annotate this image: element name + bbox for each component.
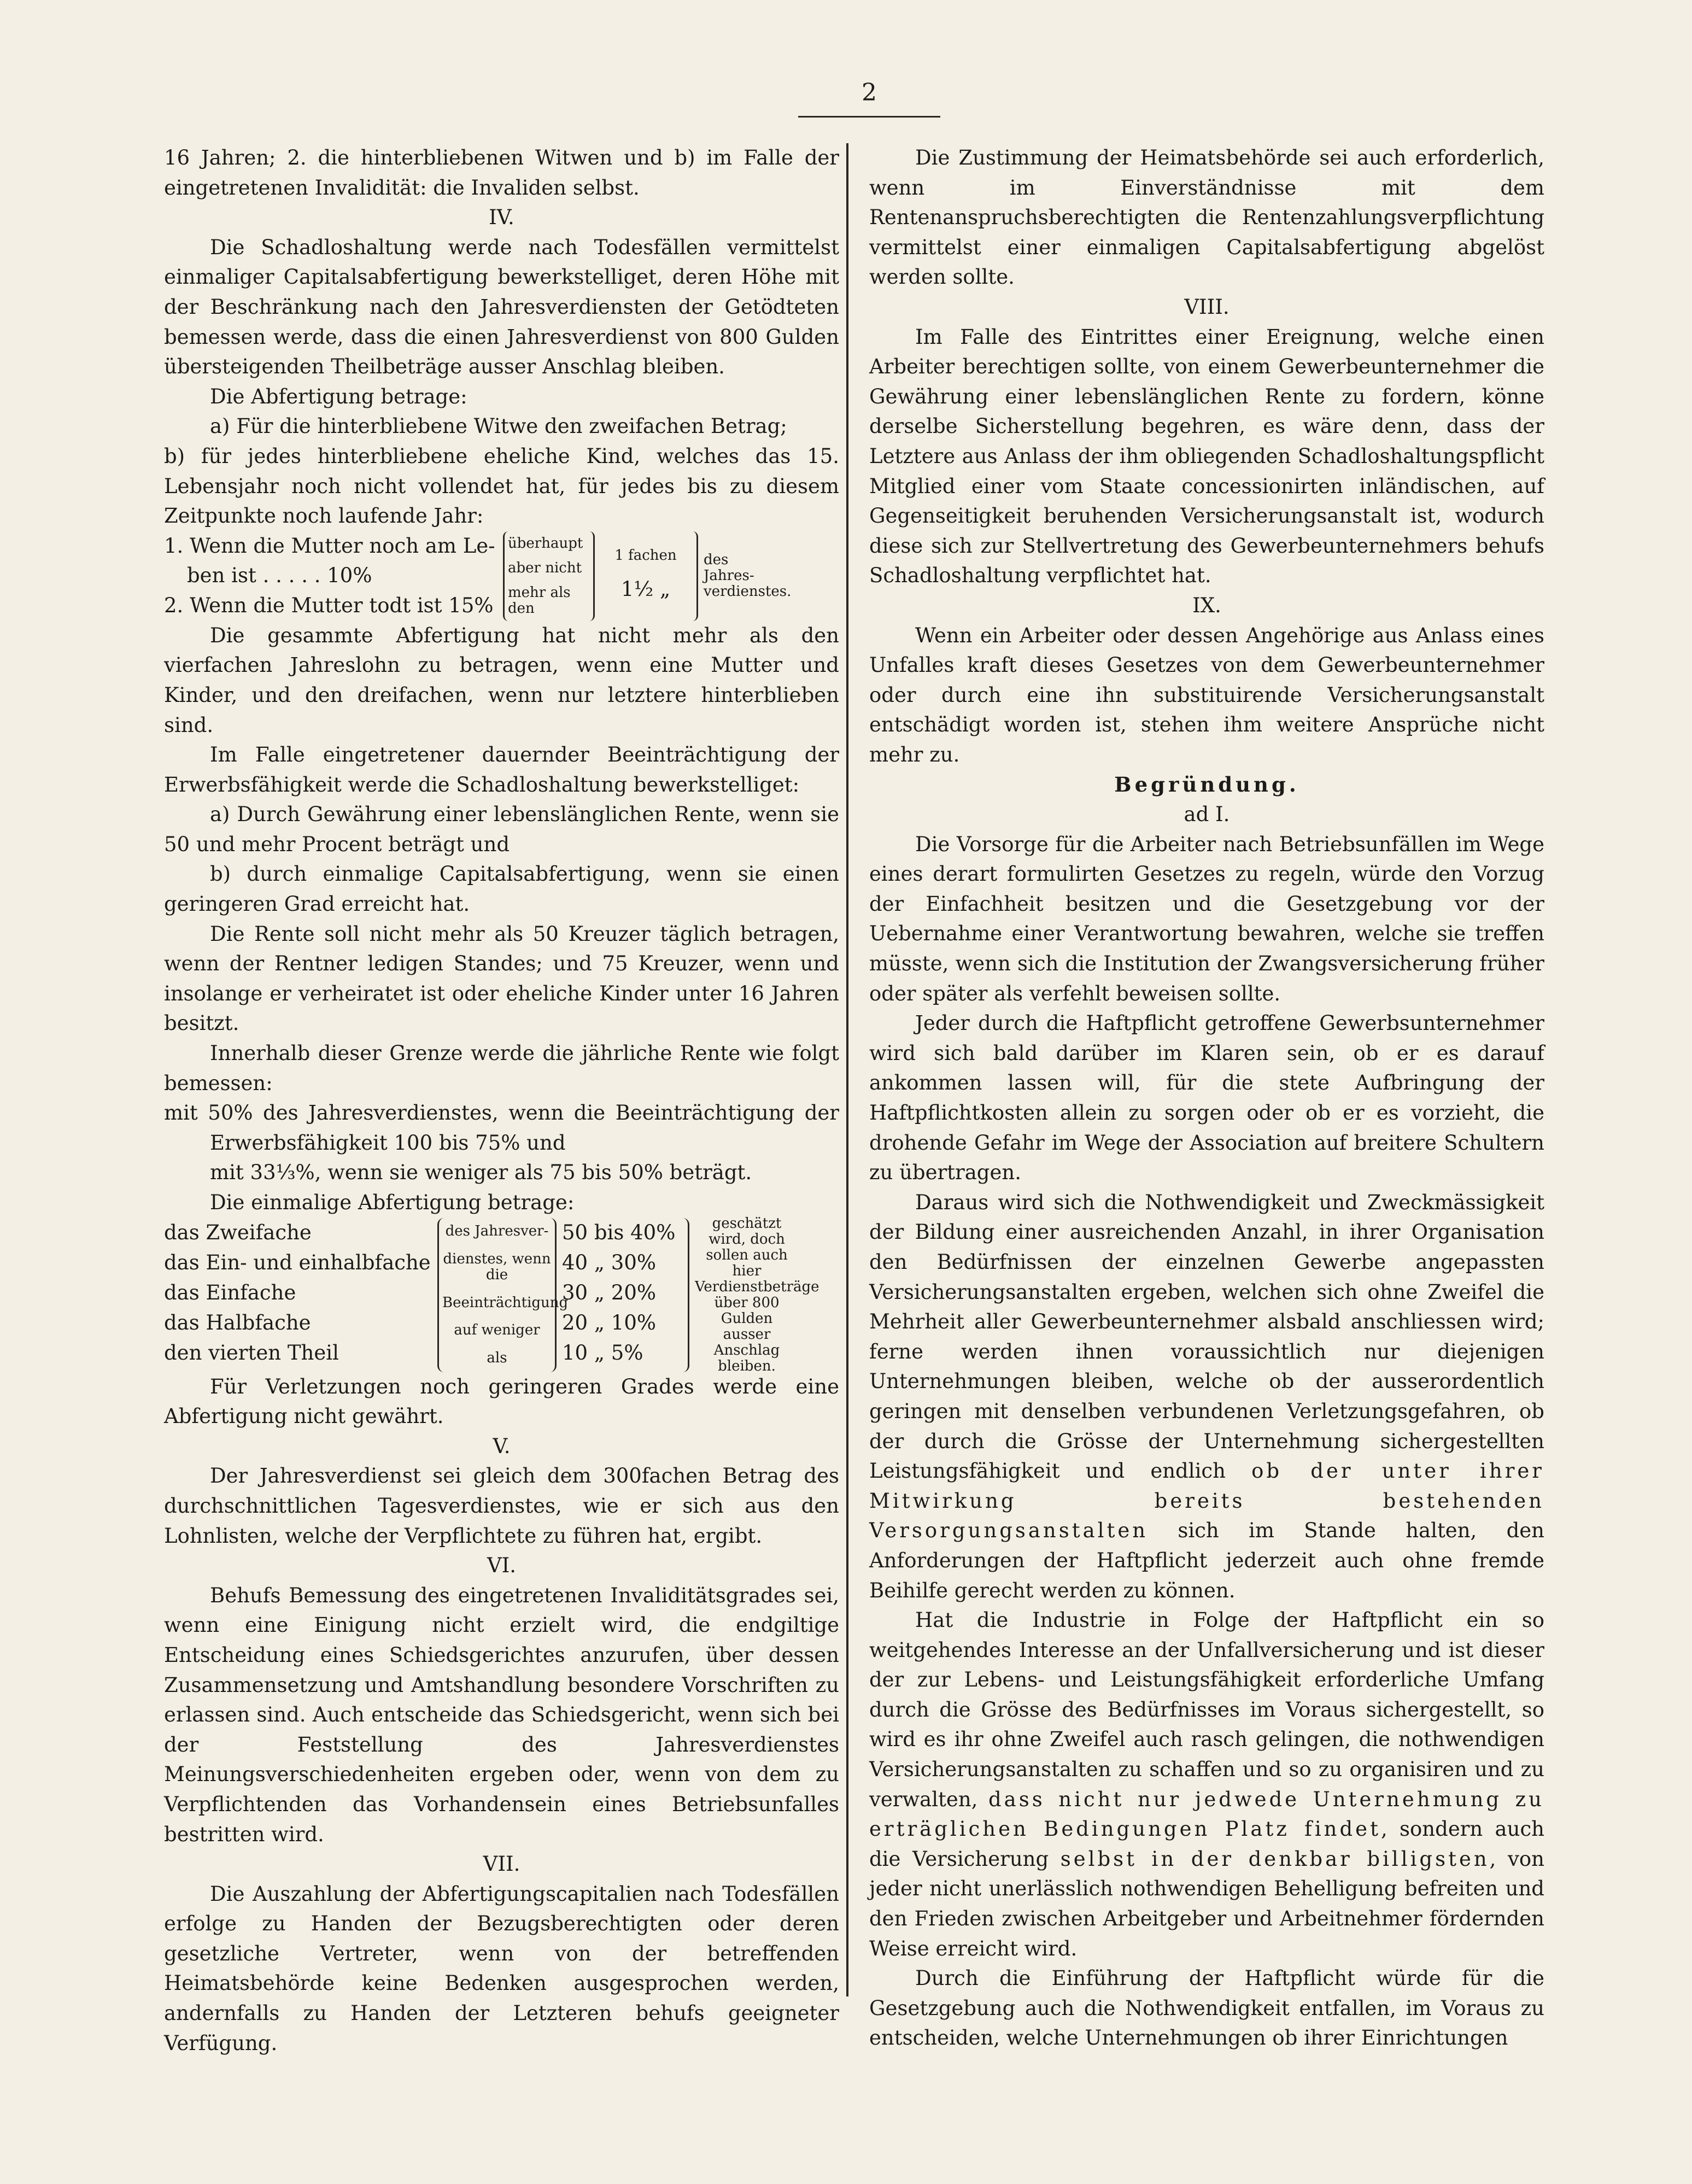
- table-cell: das Einfache: [164, 1280, 296, 1304]
- paragraph: Die einmalige Abfertigung betrage:: [210, 1191, 575, 1214]
- lump-sum-table: [164, 1215, 839, 1374]
- table-col-condition: [437, 1218, 569, 1372]
- table-cell: 1½ „: [620, 577, 671, 601]
- paragraph: [869, 1606, 1544, 1964]
- section-heading-ix: IX.: [1192, 593, 1221, 617]
- child-allowance-table: [164, 531, 839, 621]
- page-number: 2: [862, 79, 877, 107]
- table-col-factor: [595, 531, 698, 621]
- table-cell: mehr als den: [508, 584, 571, 617]
- table-cell: Beeinträchtigung: [442, 1294, 569, 1311]
- paragraph: Die Zustimmung der Heimatsbehörde sei auch erforderlich, wenn im Einverständnisse mit dem Rentenanspruchsberechtigten die Rentenzahlungsverpflichtung vermittelst einer einmaligen Capitalsabfertigung abgelöst werden sollte.: [869, 146, 1544, 289]
- table-cell: des Jahresver-: [445, 1223, 549, 1240]
- table-cell: Verdienstbeträge: [695, 1278, 819, 1295]
- table-cell: sollen auch hier: [706, 1246, 788, 1279]
- table-cell: des Jahres-: [704, 552, 754, 584]
- left-column: [164, 143, 839, 2058]
- paragraph: Wenn ein Arbeiter oder dessen Angehörige aus Anlass eines Unfalles kraft dieses Gesetzes von dem Gewerbeunternehmer oder durch eine ihn substituirende Versicherungsanstalt entschädigt worden ist, stehen ihm weitere Ansprüche nicht mehr zu.: [869, 623, 1544, 766]
- section-heading-viii: VIII.: [1184, 295, 1230, 319]
- table-col-note: [689, 1215, 819, 1374]
- paragraph: a) Durch Gewährung einer lebenslänglichen Rente, wenn sie 50 und mehr Procent beträgt und: [164, 803, 839, 856]
- paragraph: mit 33⅓%, wenn sie weniger als 75 bis 50% beträgt.: [210, 1161, 752, 1185]
- paragraph: Die Rente soll nicht mehr als 50 Kreuzer täglich betragen, wenn der Rentner ledigen Standes; und 75 Kreuzer, wenn und insolange er verheiratet ist oder eheliche Kinder unter 16 Jahren besitzt.: [164, 922, 839, 1035]
- paragraph: Die Abfertigung betrage:: [210, 384, 467, 408]
- rationale-heading: Begründung.: [1114, 772, 1299, 797]
- paragraph: Die Schadloshaltung werde nach Todesfällen vermittelst einmaliger Capitalsabfertigung bewerkstelliget, deren Höhe mit der Beschränkung nach den Jahresverdiensten der Getödteten bemessen werde, dass die einen Jahresverdienst von 800 Gulden übersteigenden Theilbeträge ausser Anschlag bleiben.: [164, 235, 839, 379]
- paragraph: Behufs Bemessung des eingetretenen Invaliditätsgrades sei, wenn eine Einigung nicht erzielt wird, die endgiltige Entscheidung eines Schiedsgerichtes anzurufen, über dessen Zusammensetzung und Amtshandlung besondere Vorschriften zu erlassen sind. Auch entscheide das Schiedsgericht, wenn sich bei der Feststellung des Jahresverdienstes Meinungsverschiedenheiten ergeben oder, wenn von dem zu Verpflichtenden das Vorhandensein eines Betriebsunfalles bestritten wird.: [164, 1583, 839, 1846]
- section-heading-vii: VII.: [483, 1852, 520, 1876]
- table-cell: verdienstes.: [704, 583, 792, 600]
- table-cell: auf weniger: [454, 1322, 540, 1339]
- section-heading-v: V.: [493, 1434, 511, 1458]
- table-cell: als: [487, 1349, 507, 1366]
- paragraph: Die Auszahlung der Abfertigungscapitalien nach Todesfällen erfolge zu Handen der Bezugsberechtigten oder deren gesetzliche Vertreter, wenn von der betreffenden Heimatsbehörde keine Bedenken ausgesprochen werden, andernfalls zu Handen der Letzteren behufs geeigneter Verfügung.: [164, 1882, 839, 2055]
- table-cell: ausser Anschlag: [713, 1326, 780, 1359]
- table-cell: 30 „ 20%: [562, 1280, 657, 1304]
- table-cell: überhaupt: [508, 535, 583, 552]
- column-divider: [846, 143, 848, 1996]
- table-cell: 1 fachen: [614, 547, 677, 564]
- paragraph: Jeder durch die Haftpflicht getroffene Gewerbsunternehmer wird sich bald darüber im Klaren sein, ob er es darauf ankommen lassen will, für die stete Aufbringung der Haftpflichtkosten allein zu sorgen oder ob er es vorzieht, die drohende Gefahr im Wege der Association auf breitere Schultern zu übertragen.: [869, 1011, 1544, 1185]
- emphasis-text: selbst in der denkbar billigsten: [1060, 1847, 1490, 1871]
- paragraph: Die Vorsorge für die Arbeiter nach Betriebsunfällen im Wege eines derart formulirten Gesetzes zu regeln, würde den Vorzug der Einfachheit besitzen und die Gesetzgebung vor der Uebernahme einer Verantwortung bewahren, welche sie treffen müsste, wenn sich die Institution der Zwangsversicherung früher oder später als verfehlt beweisen sollte.: [869, 832, 1544, 1005]
- section-heading-vi: VI.: [487, 1554, 517, 1578]
- paragraph: b) durch einmalige Capitalsabfertigung, wenn sie einen geringeren Grad erreicht hat.: [164, 862, 839, 916]
- table-cell: bleiben.: [718, 1357, 776, 1374]
- paragraph: Durch die Einführung der Haftpflicht würde für die Gesetzgebung auch die Nothwendigkeit entfallen, im Voraus zu entscheiden, welche Unternehmungen ob ihrer Einrichtungen: [869, 1966, 1544, 2050]
- text-run: , sondern auch die Versicherung: [869, 1817, 1544, 1871]
- paragraph: Die gesammte Abfertigung hat nicht mehr als den vierfachen Jahreslohn zu betragen, wenn eine Mutter und Kinder, und den dreifachen, wenn nur letztere hinterblieben sind.: [164, 623, 839, 737]
- text-run: sich im Stande halten, den Anforderungen der Haftpflicht jederzeit auch ohne fremde Beihilfe gerecht werden zu können.: [869, 1519, 1544, 1602]
- text-run: Hat die Industrie in Folge der Haftpflicht ein so weitgehendes Interesse an der Unfallversicherung und ist dieser der zur Lebens- und Leistungsfähigkeit erforderliche Umfang durch die Grösse des Bedürfnisses im Voraus sichergestellt, so wird es ihr ohne Zweifel auch rasch gelingen, die nothwendigen Versicherungsanstalten zu schaffen und so zu organisiren und zu verwalten,: [869, 1608, 1544, 1811]
- table-col-reference: [698, 531, 792, 621]
- table-cell: geschätzt wird, doch: [709, 1215, 785, 1248]
- paragraph: Für Verletzungen noch geringeren Grades werde eine Abfertigung nicht gewährt.: [164, 1374, 839, 1428]
- paragraph: Der Jahresverdienst sei gleich dem 300fachen Betrag des durchschnittlichen Tagesverdienstes, wie er sich aus den Lohnlisten, welche der Verpflichtete zu führen hat, ergibt.: [164, 1464, 839, 1548]
- table-cell: 2. Wenn die Mutter todt ist 15%: [164, 593, 494, 617]
- emphasis-text: dass nicht nur jedwede Unternehmung zu erträglichen Bedingungen Platz findet: [869, 1787, 1544, 1841]
- table-col-condition: [164, 531, 503, 621]
- subsection-heading: ad I.: [1184, 803, 1230, 827]
- table-cell: 1. Wenn die Mutter noch am Le-: [164, 534, 495, 558]
- table-cell: ben ist . . . . . 10%: [187, 564, 372, 588]
- emphasis-text: ob der unter ihrer Mitwirkung bereits bestehenden Versorgungsanstalten: [869, 1459, 1544, 1543]
- paragraph: b) für jedes hinterbliebene eheliche Kind, welches das 15. Lebensjahr noch nicht vollendet hat, für jedes bis zu diesem Zeitpunkte noch laufende Jahr:: [164, 444, 839, 528]
- table-cell: das Halbfache: [164, 1310, 311, 1334]
- table-cell: 40 „ 30%: [562, 1250, 657, 1274]
- table-col-range: [557, 1218, 689, 1372]
- table-cell: 50 bis 40%: [562, 1220, 676, 1244]
- header-rule: [798, 116, 940, 118]
- table-cell: das Ein- und einhalbfache: [164, 1250, 431, 1274]
- paragraph: mit 50% des Jahresverdienstes, wenn die Beeinträchtigung der Erwerbsfähigkeit 100 bis 75% und: [164, 1101, 839, 1155]
- table-cell: dienstes, wenn die: [443, 1250, 551, 1283]
- table-cell: den vierten Theil: [164, 1340, 339, 1365]
- table-cell: über 800 Gulden: [714, 1294, 780, 1327]
- right-column: [869, 143, 1544, 2053]
- table-col-amount: [164, 1218, 437, 1372]
- text-run: Daraus wird sich die Nothwendigkeit und Zweckmässigkeit der Bildung einer ausreichenden Anzahl, in ihrer Organisation den Bedürfnissen der einzelnen Gewerbe angepassten Versicherungsanstalten ergeben, welchen sich ohne Zweifel die Mehrheit aller Gewerbeunternehmer alsbald anschliessen wird; ferne werden ihnen voraussichtlich nur diejenigen Unternehmungen bleiben, welche ob der ausserordentlich geringen mit denselben verbundenen Verletzungsgefahren, ob der durch die Grösse der Unternehmung sichergestellten Leistungsfähigkeit und endlich: [869, 1190, 1544, 1483]
- section-heading-iv: IV.: [489, 206, 514, 230]
- paragraph: Im Falle des Eintrittes einer Ereignung, welche einen Arbeiter berechtigen sollte, von einem Gewerbeunternehmer die Gewährung einer lebenslänglichen Rente zu fordern, könne derselbe Sicherstellung begehren, es wäre denn, dass der Letztere aus Anlass der ihm obliegenden Schadloshaltungspflicht Mitglied einer vom Staate concessionirten inländischen, auf Gegenseitigkeit beruhenden Versicherungsanstalt ist, wodurch diese sich zur Stellvertretung des Gewerbeunternehmers behufs Schadloshaltung verpflichtet hat.: [869, 325, 1544, 588]
- table-col-limit: [503, 531, 595, 621]
- paragraph: 16 Jahren; 2. die hinterbliebenen Witwen und b) im Falle der eingetretenen Invalidität: die Invaliden selbst.: [164, 146, 839, 200]
- table-cell: 20 „ 10%: [562, 1310, 657, 1334]
- paragraph: Im Falle eingetretener dauernder Beeinträchtigung der Erwerbsfähigkeit werde die Schadloshaltung bewerkstelliget:: [164, 743, 839, 797]
- text-run: , von jeder nicht unerlässlich nothwendigen Behelligung befreiten und den Frieden zwischen Arbeitgeber und Arbeitnehmer fördernden Weise erreicht wird.: [869, 1847, 1544, 1960]
- paragraph: [869, 1188, 1544, 1606]
- table-cell: 10 „ 5%: [562, 1340, 643, 1365]
- paragraph: a) Für die hinterbliebene Witwe den zweifachen Betrag;: [210, 414, 787, 438]
- paragraph: Innerhalb dieser Grenze werde die jährliche Rente wie folgt bemessen:: [164, 1041, 839, 1095]
- table-cell: aber nicht: [508, 559, 582, 576]
- table-cell: das Zweifache: [164, 1220, 312, 1244]
